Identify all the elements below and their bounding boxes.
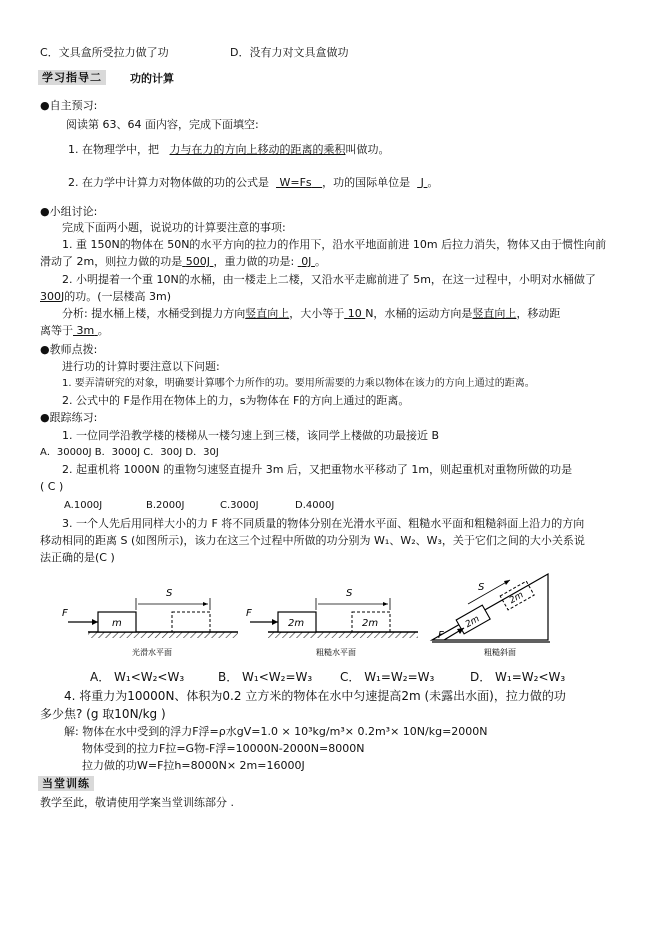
teacher-note-2: 2. 公式中的 F是作用在物体上的力，s为物体在 F的方向上通过的距离。	[62, 394, 410, 407]
teacher-heading: ●教师点拨:	[40, 343, 98, 356]
blank-answer: J	[420, 176, 424, 189]
svg-text:2m: 2m	[507, 590, 526, 607]
training-text: 教学至此，敬请使用学案当堂训练部分 .	[40, 796, 234, 809]
preview-intro: 阅读第 63、64 面内容，完成下面填空:	[66, 118, 259, 131]
preview-heading: ●自主预习:	[40, 99, 98, 112]
practice-q3-line-3: 法正确的是(C )	[40, 551, 115, 564]
practice-q1: 1. 一位同学沿教学楼的楼梯从一楼匀速上到三楼，该同学上楼做的功最接近 B	[62, 429, 440, 442]
practice-q3-option-d: D． W₁=W₂<W₃	[470, 670, 566, 684]
solution-line-2: 物体受到的拉力F拉=G物-F浮=10000N-2000N=8000N	[82, 742, 365, 755]
svg-text:S: S	[478, 582, 485, 593]
practice-q3-option-b: B． W₁<W₂=W₃	[218, 670, 313, 684]
preview-question-1: 1. 在物理学中，把 力与在力的方向上移动的距离的乘积叫做功。	[68, 143, 390, 156]
svg-text:粗糙水平面: 粗糙水平面	[316, 648, 356, 657]
blank-answer: W=Fs	[279, 176, 312, 189]
section-tag-training: 当堂训练	[38, 776, 94, 791]
svg-text:F: F	[62, 608, 68, 619]
blank-answer: 0J	[301, 255, 312, 268]
section-title: 功的计算	[130, 72, 174, 85]
svg-text:F: F	[438, 630, 444, 641]
solution-line-1: 解: 物体在水中受到的浮力F浮=ρ水gV=1.0 × 10³kg/m³× 0.2m³× 10N/kg=2000N	[64, 725, 488, 738]
practice-q2-option-d: D.4000J	[295, 500, 335, 511]
practice-q3-line-2: 移动相同的距离 S (如图所示)，该力在这三个过程中所做的功分别为 W₁、W₂、W₃，关于它们之间的大小关系说	[40, 534, 585, 547]
teacher-intro: 进行功的计算时要注意以下问题:	[62, 360, 220, 373]
practice-q2-option-a: A.1000J	[64, 500, 103, 511]
practice-q2-option-c: C.3000J	[220, 500, 259, 511]
svg-text:S: S	[166, 588, 173, 599]
problem-2-line-1: 2. 小明提着一个重 10N的水桶，由一楼走上二楼，又沿水平走廊前进了 5m，在这一过程中，小明对水桶做了	[62, 273, 596, 286]
practice-q2-line-2: ( C )	[40, 480, 64, 493]
practice-q2-option-b: B.2000J	[146, 500, 185, 511]
practice-q3-option-c: C． W₁=W₂=W₃	[340, 670, 435, 684]
force-diagram-figure	[60, 570, 580, 662]
option-c: C．文具盒所受拉力做了功	[40, 46, 169, 59]
problem-1-line-1: 1. 重 150N的物体在 50N的水平方向的拉力的作用下，沿水平地面前进 10m 后拉力消失，物体又由于惯性向前	[62, 238, 607, 251]
solution-line-3: 拉力做的功W=F拉h=8000N× 2m=16000J	[82, 759, 305, 772]
diagram-rough-surface	[246, 588, 418, 657]
svg-text:S: S	[346, 588, 353, 599]
svg-text:光滑水平面: 光滑水平面	[132, 648, 172, 657]
diagram-smooth-surface	[62, 588, 238, 657]
blank-answer: 300	[40, 290, 61, 303]
group-heading: ●小组讨论:	[40, 205, 98, 218]
analysis-line-2: 离等于 3m 。	[40, 324, 109, 337]
svg-text:2m: 2m	[288, 618, 305, 629]
problem-1-line-2: 滑动了 2m，则拉力做的功是 500J ，重力做的功是: 0J 。	[40, 255, 326, 268]
practice-q2-line-1: 2. 起重机将 1000N 的重物匀速竖直提升 3m 后，又把重物水平移动了 1m，则起重机对重物所做的功是	[62, 463, 573, 476]
teacher-note-1: 1. 要弄清研究的对象，明确要计算哪个力所作的功。要用所需要的力乘以物体在该力的方向上通过的距离。	[62, 378, 535, 389]
practice-q4-line-2: 多少焦? (g 取10N/kg )	[40, 707, 166, 721]
preview-question-2: 2. 在力学中计算力对物体做的功的公式是 W=Fs ，功的国际单位是 J 。	[68, 176, 439, 189]
svg-text:m: m	[112, 618, 122, 629]
practice-q3-option-a: A． W₁<W₂<W₃	[90, 670, 185, 684]
svg-text:2m: 2m	[362, 618, 379, 629]
practice-heading: ●跟踪练习:	[40, 411, 98, 424]
svg-text:2m: 2m	[463, 614, 482, 631]
blank-answer: 500J	[185, 255, 210, 268]
section-tag-guide2: 学习指导二	[38, 70, 106, 85]
group-intro: 完成下面两小题，说说功的计算要注意的事项:	[62, 221, 286, 234]
diagram-rough-incline	[432, 574, 550, 657]
analysis-line-1: 分析: 提水桶上楼，水桶受到提力方向竖直向上，大小等于 10 N，水桶的运动方向是竖直向上，移动距	[62, 307, 561, 320]
option-d: D．没有力对文具盒做功	[230, 46, 349, 59]
svg-text:F: F	[246, 608, 252, 619]
svg-text:粗糙斜面: 粗糙斜面	[484, 648, 516, 657]
practice-q3-line-1: 3. 一个人先后用同样大小的力 F 将不同质量的物体分别在光滑水平面、粗糙水平面和粗糙斜面上沿力的方向	[62, 517, 585, 530]
blank-answer: 力与在力的方向上移动的距离的乘积	[169, 143, 346, 156]
practice-q4-line-1: 4. 将重力为10000N、体积为0.2 立方米的物体在水中匀速提高2m (未露出水面)，拉力做的功	[64, 689, 566, 703]
problem-2-line-2: 300J的功。(一层楼高 3m)	[40, 290, 172, 303]
practice-q1-options: A．30000J B．3000J C．300J D．30J	[40, 447, 219, 458]
